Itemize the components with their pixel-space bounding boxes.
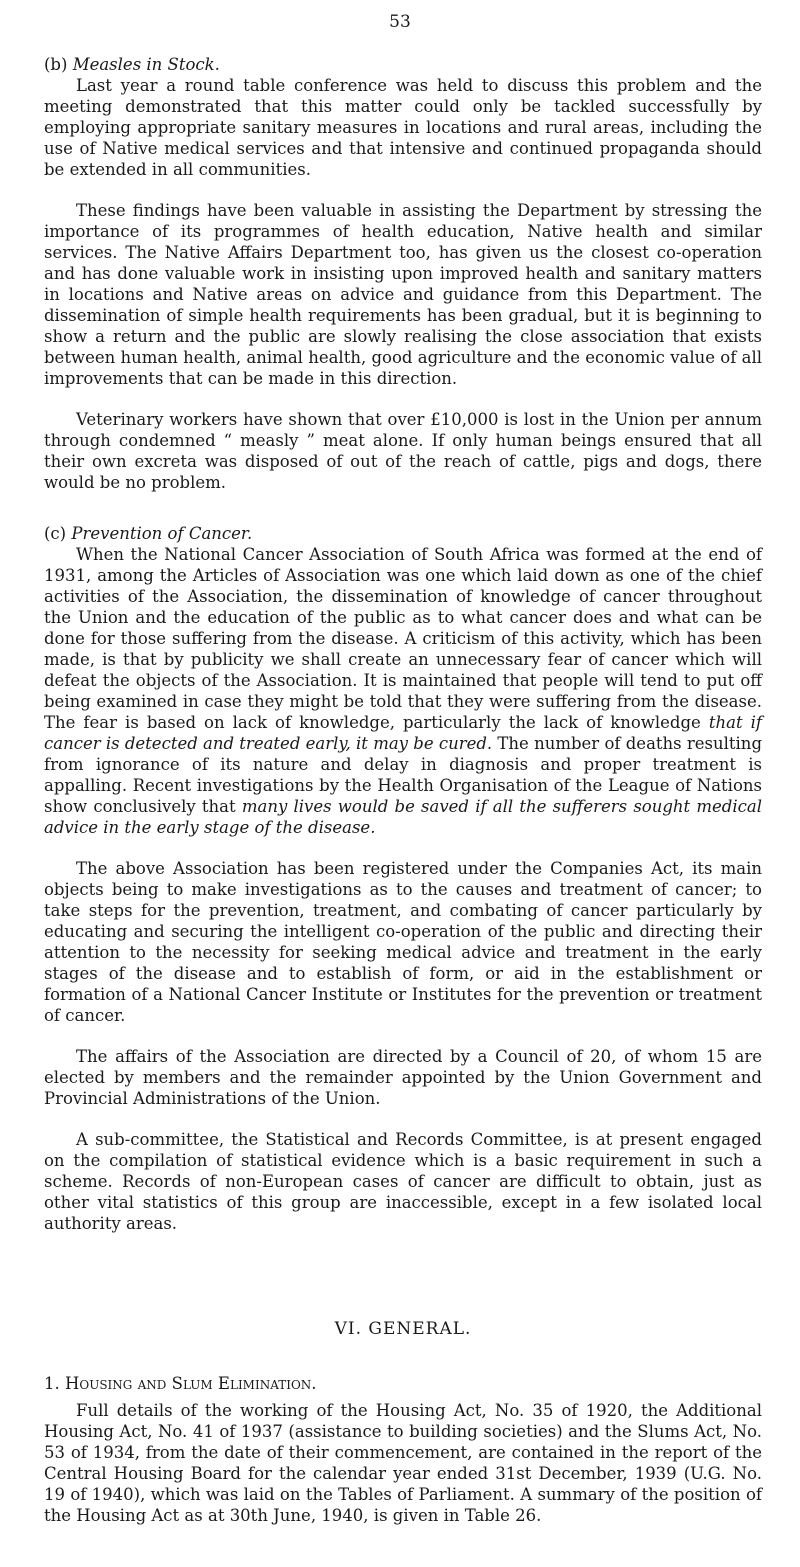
paragraph-text: The number of deaths resulting from ignorance of its nature and delay in diagnosis and proper treatment is appalling. Recent investigations by the Health Organisation of the League of Nations show conclusively that — [44, 734, 763, 816]
section-letter: (c) — [44, 524, 67, 543]
chapter-heading: VI. GENERAL. — [334, 1319, 472, 1339]
paragraph: These findings have been valuable in assisting the Department by stressing the importance of its programmes of health education, Native health and similar services. The Native Affairs Department too, has given us the closest co-operation and has done valuable work in insisting upon improved health and sanitary matters in locations and Native areas on advice and guidance from this Department. The dissemination of simple health requirements has been gradual, but it is beginning to show a return and the public are slowly realising the close association that exists between human health, animal health, good agriculture and the economic value of all improvements that can be made in this direction. — [44, 201, 762, 388]
paragraph-text: When the National Cancer Association of South Africa was formed at the end of 1931, among the Articles of Association was one which laid down as one of the chief activities of the Association, the dissemination of knowledge of cancer throughout the Union and the education of the public as to what cancer does and what can be done for those suffering from the disease. A criticism of this activity, which has been made, is that by publicity we shall create an unnecessary fear of cancer which will defeat the objects of the Association. It is maintained that people will tend to put off being examined in case they might be told that they were suffering from the disease. The fear is based on lack of knowledge, particularly the lack of knowledge — [44, 545, 762, 732]
emphasized-text: that if cancer is detected and treated early, it may be cured. — [44, 713, 763, 753]
subsection-heading — [44, 1373, 762, 1394]
paragraph — [44, 544, 762, 838]
paragraph: A sub-committee, the Statistical and Records Committee, is at present engaged on the compilation of statistical evidence which is a basic requirement in such a scheme. Records of non-European cases of cancer are difficult to obtain, just as other vital statistics of this group are inaccessible, except in a few isolated local authority areas. — [44, 1130, 762, 1233]
paragraph: Veterinary workers have shown that over £10,000 is lost in the Union per annum through condemned “ measly ” meat alone. If only human beings ensured that all their own excreta was disposed of out of the reach of cattle, pigs and dogs, there would be no problem. — [44, 410, 762, 492]
section-letter: (b) — [44, 55, 68, 74]
page-number: 53 — [389, 12, 411, 32]
subsection-number: 1. — [44, 1374, 60, 1393]
emphasized-text: many lives would be saved if all the sufferers sought medical advice in the early stage of the disease. — [44, 797, 762, 837]
page-content — [44, 54, 762, 1526]
section-heading-cancer — [44, 523, 762, 544]
section-title: Prevention of Cancer. — [71, 524, 253, 543]
section-heading-measles — [44, 54, 762, 75]
section-title: Measles in Stock. — [72, 55, 220, 74]
paragraph: The above Association has been registered under the Companies Act, its main objects being to make investigations as to the causes and treatment of cancer; to take steps for the prevention, treatment, and combating of cancer particularly by educating and securing the intelligent co-operation of the public and directing their attention to the necessity for seeking medical advice and treatment in the early stages of the disease and to establish of form, or aid in the establishment or formation of a National Cancer Institute or Institutes for the prevention or treatment of cancer. — [44, 859, 762, 1025]
subsection-title: Housing and Slum Elimination. — [65, 1374, 317, 1393]
paragraph: Full details of the working of the Housing Act, No. 35 of 1920, the Additional Housing Act, No. 41 of 1937 (assistance to building societies) and the Slums Act, No. 53 of 1934, from the date of their commencement, are contained in the report of the Central Housing Board for the calendar year ended 31st December, 1939 (U.G. No. 19 of 1940), which was laid on the Tables of Parliament. A summary of the position of the Housing Act as at 30th June, 1940, is given in Table 26. — [44, 1401, 762, 1525]
paragraph: The affairs of the Association are directed by a Council of 20, of whom 15 are elected by members and the remainder appointed by the Union Government and Provincial Administrations of the Union. — [44, 1047, 762, 1108]
paragraph: Last year a round table conference was held to discuss this problem and the meeting demonstrated that this matter could only be tackled successfully by employing appropriate sanitary measures in locations and rural areas, including the use of Native medical services and that intensive and continued propaganda should be extended in all communities. — [44, 76, 762, 179]
